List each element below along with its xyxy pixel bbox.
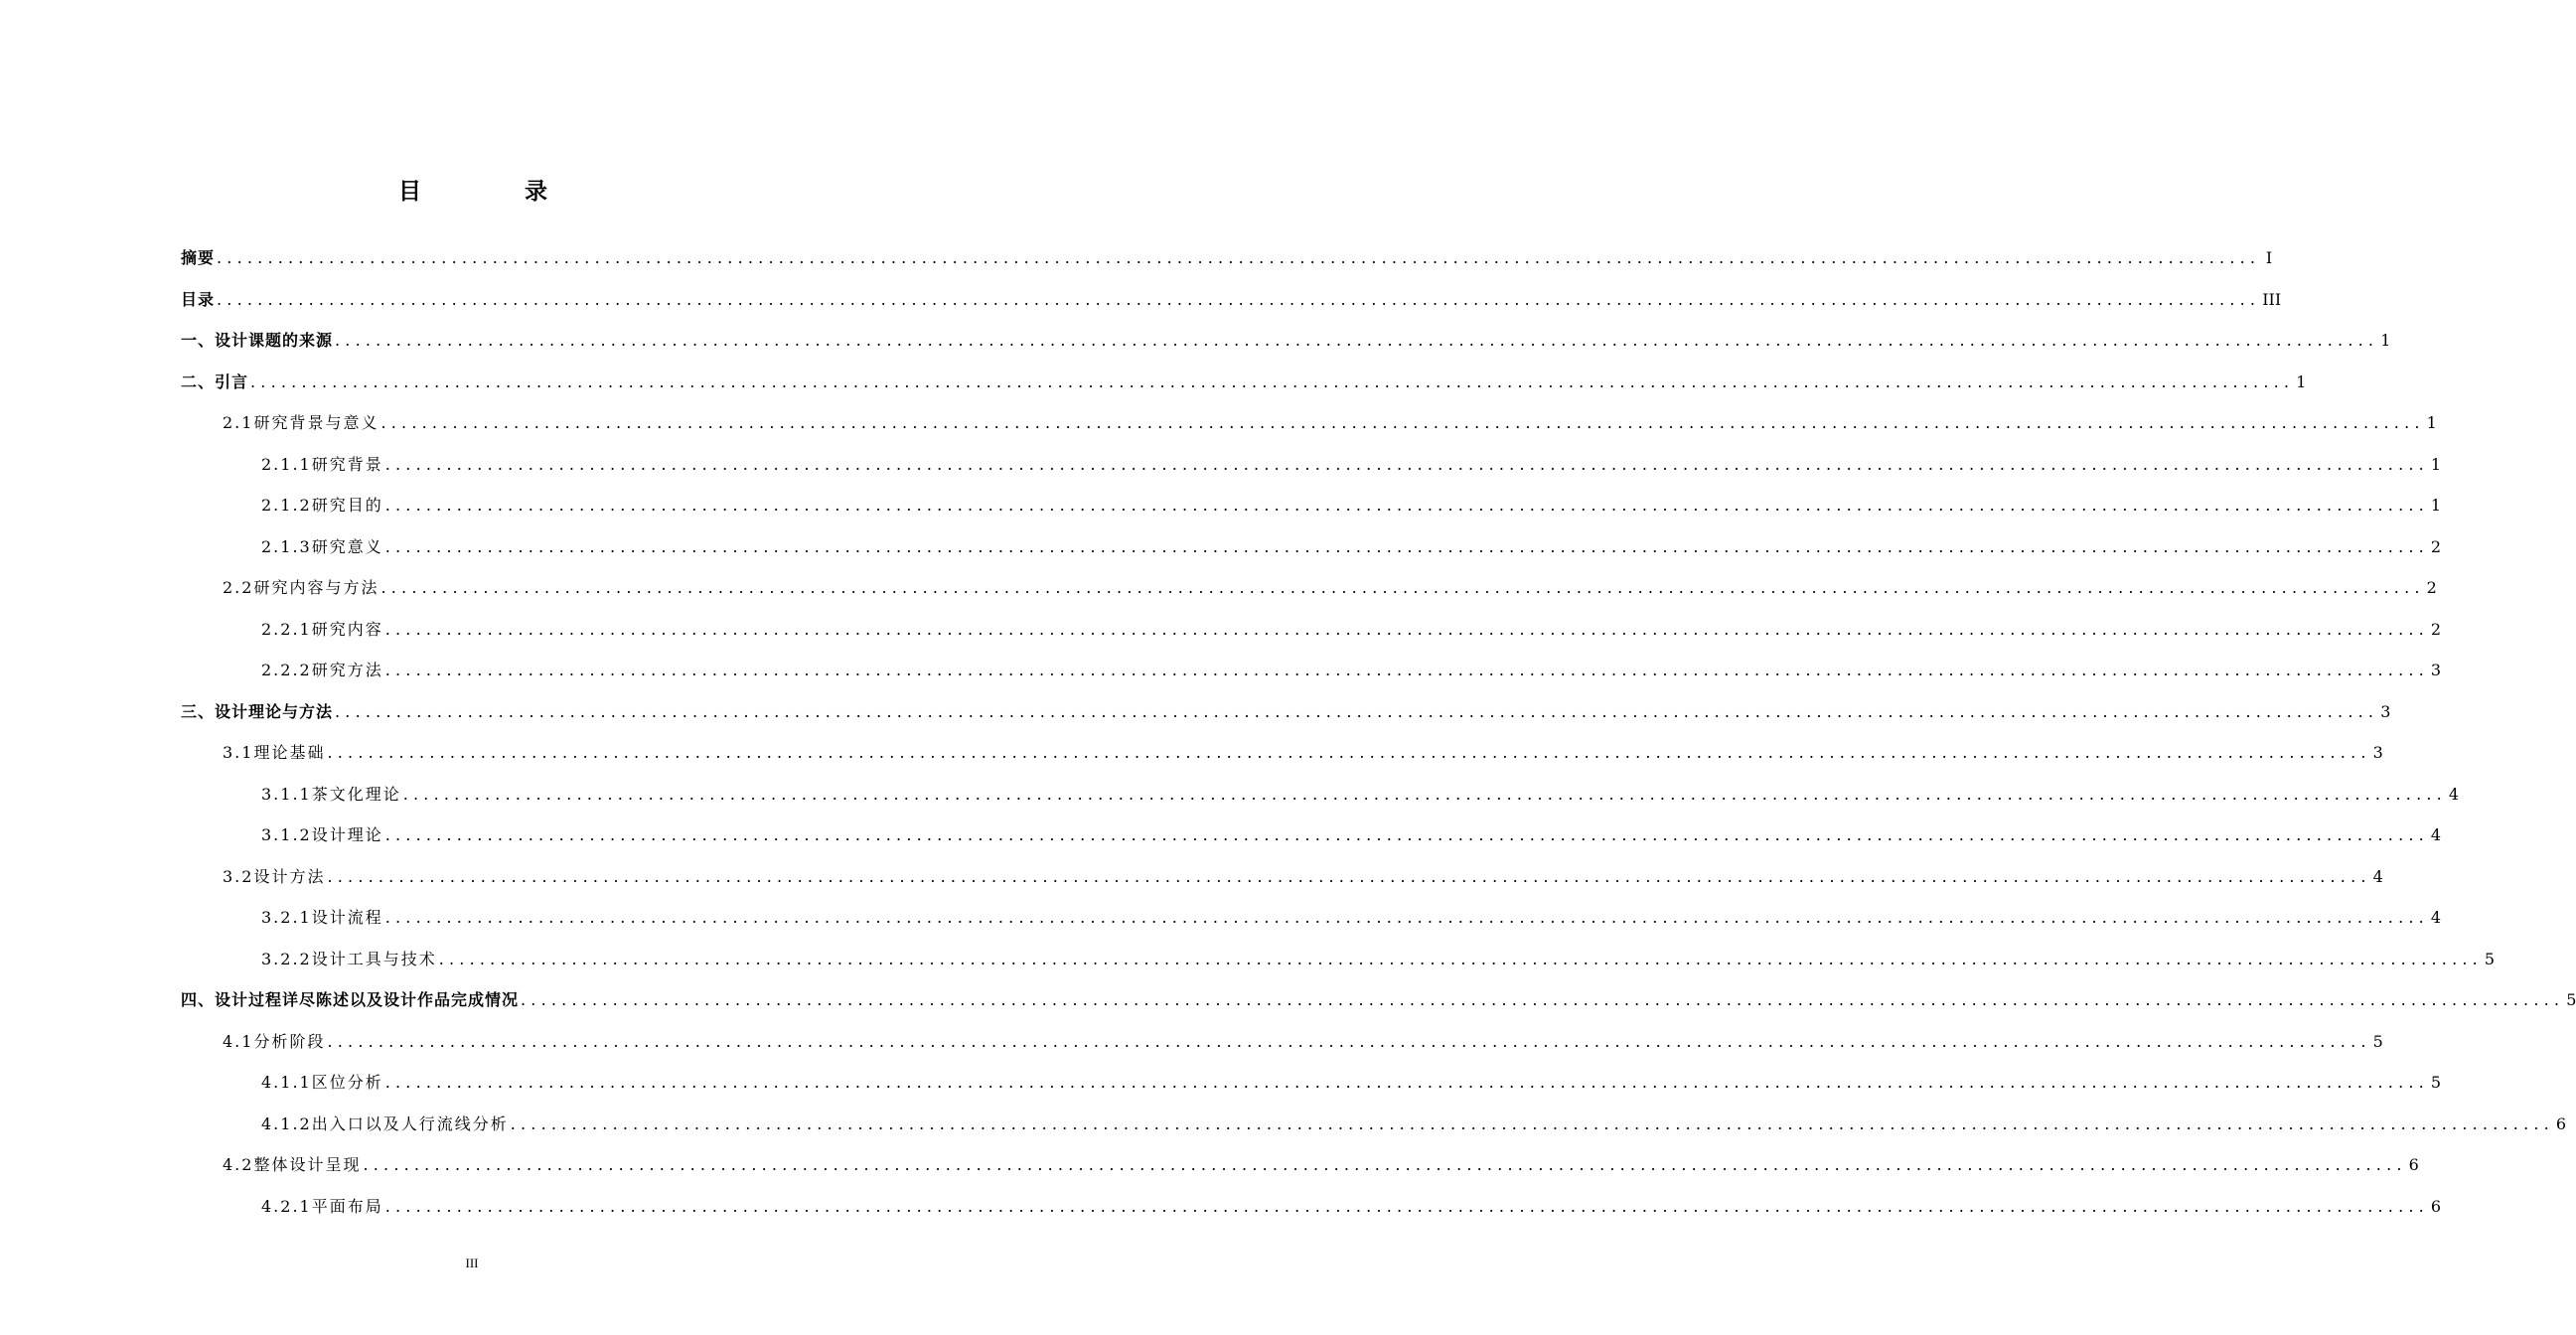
toc-entry-number: 3.1.1 <box>261 784 312 804</box>
toc-entry-label: 三、设计理论与方法 <box>181 701 334 721</box>
toc-entry-page: I <box>2265 248 2273 267</box>
dot-leader: ........................................................................................................................................................................................................ <box>384 661 2429 679</box>
toc-entry-page: 3 <box>2380 701 2391 721</box>
toc-entry[interactable] <box>261 899 2442 937</box>
toc-entry[interactable] <box>223 858 2383 896</box>
toc-entry[interactable] <box>261 776 2460 814</box>
toc-entry-number: 3.1.2 <box>261 825 312 844</box>
toc-entry-label: 设计方法 <box>253 866 326 886</box>
toc-entry-label: 四、设计过程详尽陈述以及设计作品完成情况 <box>181 990 520 1009</box>
dot-leader: ........................................................................................................................................................................................................ <box>521 990 2565 1009</box>
dot-leader: ........................................................................................................................................................................................................ <box>384 496 2429 515</box>
toc-entry-number: 3.1 <box>223 743 254 762</box>
dot-leader: ........................................................................................................................................................................................................ <box>384 619 2429 639</box>
toc-entry-page: 3 <box>2430 661 2442 679</box>
toc-entry-page: 6 <box>2430 1196 2442 1216</box>
toc-entry-number: 2.1.1 <box>261 454 312 474</box>
dot-leader: ........................................................................................................................................................................................................ <box>327 866 2371 886</box>
toc-entry-label: 理论基础 <box>253 743 326 762</box>
toc-entry-label: 一、设计课题的来源 <box>181 331 334 350</box>
toc-entry-page: III <box>2262 289 2282 309</box>
dot-leader: ........................................................................................................................................................................................................ <box>363 1155 2407 1174</box>
toc-entry[interactable] <box>261 1188 2442 1226</box>
toc-entry[interactable] <box>261 611 2442 649</box>
toc-entry-number: 2.2 <box>223 578 254 597</box>
toc-entry-number: 3.2.1 <box>261 908 312 927</box>
dot-leader: ........................................................................................................................................................................................................ <box>384 454 2429 474</box>
toc-entry[interactable] <box>181 281 2282 319</box>
toc-entry-page: 3 <box>2372 743 2383 762</box>
dot-leader: ........................................................................................................................................................................................................ <box>217 289 2261 309</box>
dot-leader: ........................................................................................................................................................................................................ <box>380 413 2425 432</box>
toc-entry-page: 2 <box>2430 619 2442 639</box>
toc-entry-number: 4.1.2 <box>261 1113 312 1133</box>
toc-entry-page: 1 <box>2380 331 2391 350</box>
toc-entry[interactable] <box>181 364 2307 401</box>
dot-leader: ........................................................................................................................................................................................................ <box>402 784 2447 804</box>
dot-leader: ........................................................................................................................................................................................................ <box>250 371 2295 391</box>
toc-entry[interactable] <box>181 693 2391 731</box>
toc-entry[interactable] <box>261 1064 2442 1102</box>
toc-entry-label: 设计流程 <box>311 908 383 927</box>
toc-entry-number: 2.1 <box>223 413 254 432</box>
toc-entry-page: 1 <box>2426 413 2437 432</box>
toc-entry-label: 研究背景与意义 <box>253 413 379 432</box>
dot-leader: ........................................................................................................................................................................................................ <box>380 578 2425 597</box>
dot-leader: ........................................................................................................................................................................................................ <box>384 1073 2429 1092</box>
dot-leader: ........................................................................................................................................................................................................ <box>438 949 2483 968</box>
toc-entry-page: 1 <box>2296 371 2307 391</box>
toc-entry[interactable] <box>261 816 2442 854</box>
toc-entry[interactable] <box>181 981 2576 1019</box>
toc-entry-label: 区位分析 <box>311 1073 383 1092</box>
toc-entry-page: 5 <box>2484 949 2496 968</box>
toc-entry-number: 3.2 <box>223 866 254 886</box>
toc-entry-page: 2 <box>2430 536 2442 556</box>
page-number-footer: III <box>465 1256 479 1270</box>
toc-entry-page: 5 <box>2430 1073 2442 1092</box>
dot-leader: ........................................................................................................................................................................................................ <box>335 701 2379 721</box>
toc-entry[interactable] <box>261 487 2442 524</box>
toc-entry[interactable] <box>181 239 2273 277</box>
toc-entry[interactable] <box>261 652 2442 689</box>
toc-entry-page: 2 <box>2426 578 2437 597</box>
toc-entry-page: 4 <box>2430 908 2442 927</box>
toc-entry-page: 6 <box>2555 1113 2567 1133</box>
toc-entry-label: 出入口以及人行流线分析 <box>311 1113 509 1133</box>
dot-leader: ........................................................................................................................................................................................................ <box>327 743 2371 762</box>
toc-entry-page: 4 <box>2372 866 2383 886</box>
page-title: 目 录 <box>397 179 595 205</box>
toc-entry-page: 5 <box>2566 990 2576 1009</box>
toc-entry-label: 研究内容 <box>311 619 383 639</box>
toc-entry-label: 设计工具与技术 <box>311 949 437 968</box>
toc-entry[interactable] <box>223 1023 2383 1061</box>
toc-entry-page: 4 <box>2448 784 2460 804</box>
toc-entry-label: 摘要 <box>181 248 216 267</box>
toc-entry-label: 茶文化理论 <box>311 784 401 804</box>
dot-leader: ........................................................................................................................................................................................................ <box>384 908 2429 927</box>
dot-leader: ........................................................................................................................................................................................................ <box>217 248 2261 267</box>
dot-leader: ........................................................................................................................................................................................................ <box>335 331 2379 350</box>
toc-entry-number: 2.2.1 <box>261 619 312 639</box>
toc-entry-label: 分析阶段 <box>253 1031 326 1051</box>
toc-entry-number: 4.1 <box>223 1031 254 1051</box>
toc-entry[interactable] <box>261 446 2442 484</box>
toc-entry-label: 研究目的 <box>311 496 383 515</box>
toc-entry-number: 4.2 <box>223 1155 254 1174</box>
dot-leader: ........................................................................................................................................................................................................ <box>510 1113 2554 1133</box>
toc-entry-page: 4 <box>2430 825 2442 844</box>
toc-entry-label: 设计理论 <box>311 825 383 844</box>
dot-leader: ........................................................................................................................................................................................................ <box>384 536 2429 556</box>
toc-entry-label: 研究方法 <box>311 661 383 679</box>
toc-entry-number: 3.2.2 <box>261 949 312 968</box>
dot-leader: ........................................................................................................................................................................................................ <box>384 825 2429 844</box>
toc-entry[interactable] <box>261 941 2496 978</box>
toc-entry[interactable] <box>223 569 2437 607</box>
toc-entry-label: 二、引言 <box>181 371 249 391</box>
toc-entry[interactable] <box>261 528 2442 566</box>
toc-entry-number: 4.2.1 <box>261 1196 312 1216</box>
toc-entry-number: 2.2.2 <box>261 661 312 679</box>
dot-leader: ........................................................................................................................................................................................................ <box>327 1031 2371 1051</box>
toc-entry-label: 研究背景 <box>311 454 383 474</box>
dot-leader: ........................................................................................................................................................................................................ <box>384 1196 2429 1216</box>
toc-entry-page: 6 <box>2408 1155 2419 1174</box>
toc-entry-label: 整体设计呈现 <box>253 1155 362 1174</box>
toc-entry-page: 1 <box>2430 496 2442 515</box>
toc-entry-page: 5 <box>2372 1031 2383 1051</box>
toc-entry-label: 目录 <box>181 289 216 309</box>
toc-entry-number: 2.1.3 <box>261 536 312 556</box>
toc-entry-label: 研究意义 <box>311 536 383 556</box>
toc-entry-number: 4.1.1 <box>261 1073 312 1092</box>
toc-entry-number: 2.1.2 <box>261 496 312 515</box>
toc-entry[interactable] <box>223 404 2437 442</box>
toc-entry[interactable] <box>223 734 2383 772</box>
toc-entry-label: 研究内容与方法 <box>253 578 379 597</box>
toc-entry[interactable] <box>261 1106 2567 1143</box>
toc-entry[interactable] <box>181 322 2391 360</box>
toc-entry-label: 平面布局 <box>311 1196 383 1216</box>
toc-entry[interactable] <box>223 1146 2419 1184</box>
toc-entry-page: 1 <box>2430 454 2442 474</box>
